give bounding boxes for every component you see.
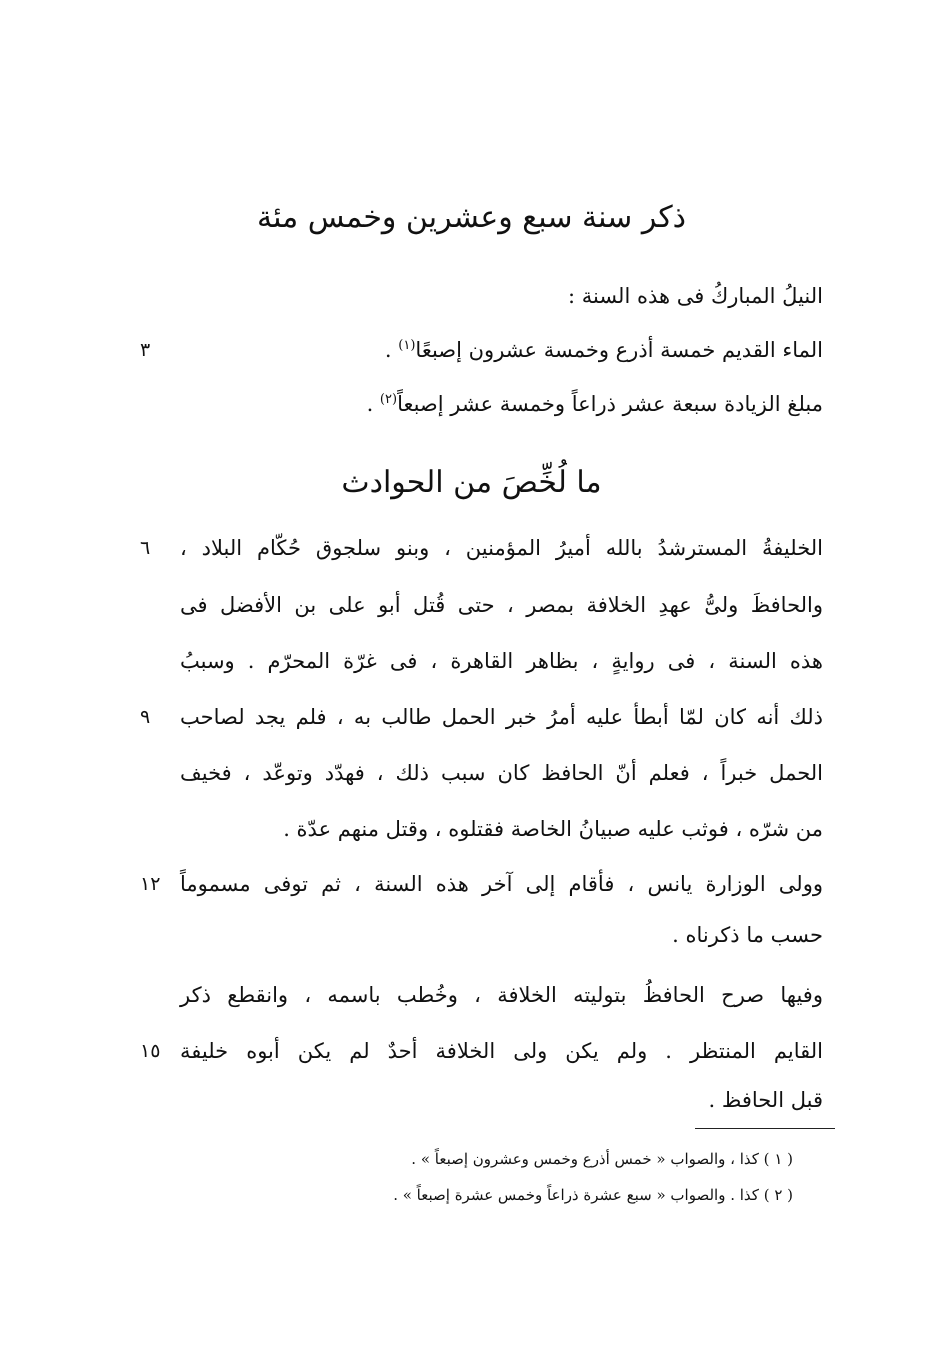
- line-number-12: ١٢: [140, 873, 161, 895]
- body-line: وفيها صرح الحافظُ بتوليته الخلافة ، وخُطب باسمه ، وانقطع ذكر: [180, 983, 823, 1007]
- nile-increase-text: مبلغ الزيادة سبعة عشر ذراعاً وخمسة عشر إصبعاً: [397, 392, 823, 416]
- line-number-9: ٩: [140, 706, 151, 728]
- body-line: وولى الوزارة يانس ، فأقام إلى آخر هذه السنة ، ثم توفى مسموماً: [180, 872, 823, 896]
- nile-intro-line: النيلُ المباركُ فى هذه السنة :: [567, 284, 823, 308]
- body-line: والحافظَ ولىُّ عهدِ الخلافة بمصر ، حتى قُتل أبو على بن الأفضل فى: [180, 593, 823, 617]
- line-number-3: ٣: [140, 339, 151, 361]
- body-line: حسب ما ذكرناه .: [672, 923, 823, 947]
- footnote-1: ( ١ ) كذا ، والصواب « خمس أذرع وخمس وعشرون إصبعاً » .: [411, 1150, 793, 1168]
- footnote-ref-2: (٢): [379, 392, 398, 407]
- footnote-2: ( ٢ ) كذا . والصواب « سبع عشرة ذراعاً وخمس عشرة إصبعاً » .: [393, 1186, 793, 1204]
- body-line: الخليفةُ المسترشدُ بالله أميرُ المؤمنين ، وبنو سلجوق حُكّام البلاد ،: [180, 536, 823, 560]
- body-line: قبل الحافظ .: [708, 1088, 823, 1112]
- nile-old-water-line: [385, 332, 823, 368]
- body-line: الحمل خبراً ، فعلم أنّ الحافظ كان سبب ذلك ، فهدّد وتوعّد ، فخيف: [180, 761, 823, 785]
- nile-increase-line: [367, 386, 823, 422]
- nile-old-water-text: الماء القديم خمسة أذرع وخمسة عشرون إصبعًا: [415, 338, 823, 362]
- events-subheading: ما لُخِّصَ من الحوادث: [341, 465, 602, 500]
- footnote-divider: [695, 1128, 835, 1129]
- body-line: من شرّه ، فوثب عليه صبيانُ الخاصة فقتلوه ، وقتل منهم عدّة .: [283, 817, 823, 841]
- body-line: القايم المنتظر . ولم يكن ولى الخلافة أحدٌ لم يكن أبوه خليفة: [180, 1039, 823, 1063]
- body-line: ذلك أنه كان لمّا أبطأ عليه أمرُ خبر الحمل طالب به ، فلم يجد لصاحب: [180, 705, 823, 729]
- footnote-ref-1: (١): [398, 338, 416, 353]
- nile-old-water-tail: .: [384, 338, 399, 362]
- nile-increase-tail: .: [366, 392, 380, 416]
- body-line: هذه السنة ، فى روايةٍ ، بظاهر القاهرة ، فى غرّة المحرّم . وسببُ: [180, 649, 823, 673]
- line-number-15: ١٥: [140, 1040, 161, 1062]
- section-heading: ذكر سنة سبع وعشرين وخمس مئة: [256, 200, 687, 235]
- line-number-6: ٦: [140, 537, 151, 559]
